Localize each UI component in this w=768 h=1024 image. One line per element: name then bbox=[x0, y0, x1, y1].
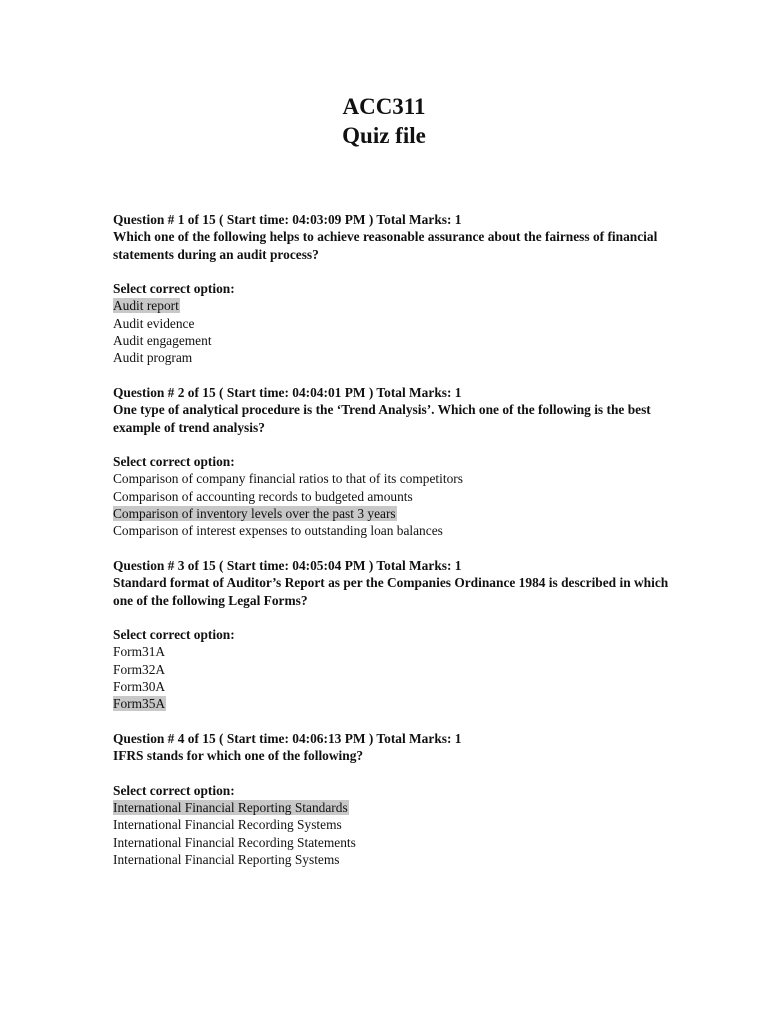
question-header: Question # 2 of 15 ( Start time: 04:04:01 PM ) Total Marks: 1 bbox=[113, 384, 462, 400]
question-3 bbox=[113, 557, 673, 713]
question-header: Question # 1 of 15 ( Start time: 04:03:09 PM ) Total Marks: 1 bbox=[113, 212, 462, 227]
option-label: Audit engagement bbox=[113, 333, 212, 349]
question-2 bbox=[113, 384, 673, 540]
spacer bbox=[113, 436, 673, 453]
option-label: Form35A bbox=[113, 696, 166, 712]
option-label: Audit program bbox=[113, 350, 193, 366]
option[interactable] bbox=[113, 522, 673, 539]
option-label: Comparison of interest expenses to outstanding loan balances bbox=[113, 523, 443, 539]
option[interactable] bbox=[113, 816, 673, 833]
option[interactable] bbox=[113, 488, 673, 505]
option[interactable] bbox=[113, 661, 673, 678]
question-4 bbox=[113, 730, 673, 868]
option-prompt: Select correct option: bbox=[113, 281, 235, 297]
spacer bbox=[113, 263, 673, 280]
question-text: Standard format of Auditor’s Report as per the Companies Ordinance 1984 is described in which one of the following Legal Forms? bbox=[113, 575, 669, 608]
option[interactable] bbox=[113, 834, 673, 851]
option-list bbox=[113, 470, 673, 539]
title-block bbox=[0, 92, 768, 150]
question-1 bbox=[113, 211, 673, 367]
option-prompt: Select correct option: bbox=[113, 454, 235, 470]
option-label: Form30A bbox=[113, 679, 166, 695]
option-selected[interactable] bbox=[113, 505, 673, 522]
option-selected[interactable] bbox=[113, 695, 673, 712]
option[interactable] bbox=[113, 349, 673, 366]
question-text: One type of analytical procedure is the ‘Trend Analysis’. Which one of the following is the best example of trend analysis? bbox=[113, 402, 651, 435]
option-list bbox=[113, 297, 673, 366]
option-label: Audit report bbox=[113, 298, 179, 314]
question-header: Question # 3 of 15 ( Start time: 04:05:04 PM ) Total Marks: 1 bbox=[113, 557, 462, 573]
option-prompt: Select correct option: bbox=[113, 627, 235, 643]
option-label: Comparison of accounting records to budgeted amounts bbox=[113, 488, 413, 504]
option[interactable] bbox=[113, 332, 673, 349]
option-prompt: Select correct option: bbox=[113, 782, 235, 798]
option-label: Form31A bbox=[113, 644, 166, 660]
question-header: Question # 4 of 15 ( Start time: 04:06:13 PM ) Total Marks: 1 bbox=[113, 730, 462, 746]
question-list bbox=[113, 211, 673, 886]
option-label: International Financial Recording Statements bbox=[113, 834, 356, 850]
option[interactable] bbox=[113, 851, 673, 868]
course-code: ACC311 bbox=[342, 94, 426, 119]
option-selected[interactable] bbox=[113, 799, 673, 816]
option[interactable] bbox=[113, 315, 673, 332]
option-label: Comparison of company financial ratios to that of its competitors bbox=[113, 471, 463, 487]
option[interactable] bbox=[113, 643, 673, 660]
option[interactable] bbox=[113, 470, 673, 487]
question-text: Which one of the following helps to achieve reasonable assurance about the fairness of financial statements during an audit process? bbox=[113, 229, 658, 262]
option-label: International Financial Reporting Systems bbox=[113, 851, 340, 867]
option-list bbox=[113, 799, 673, 868]
option-label: International Financial Reporting Standards bbox=[113, 800, 348, 816]
option-label: International Financial Recording Systems bbox=[113, 817, 342, 833]
spacer bbox=[113, 765, 673, 782]
option-label: Comparison of inventory levels over the past 3 years bbox=[113, 506, 396, 522]
option[interactable] bbox=[113, 678, 673, 695]
option-selected[interactable] bbox=[113, 297, 673, 314]
spacer bbox=[113, 609, 673, 626]
option-label: Form32A bbox=[113, 661, 166, 677]
option-label: Audit evidence bbox=[113, 315, 195, 331]
question-text: IFRS stands for which one of the following? bbox=[113, 748, 364, 764]
option-list bbox=[113, 643, 673, 712]
document-subtitle: Quiz file bbox=[342, 123, 426, 148]
